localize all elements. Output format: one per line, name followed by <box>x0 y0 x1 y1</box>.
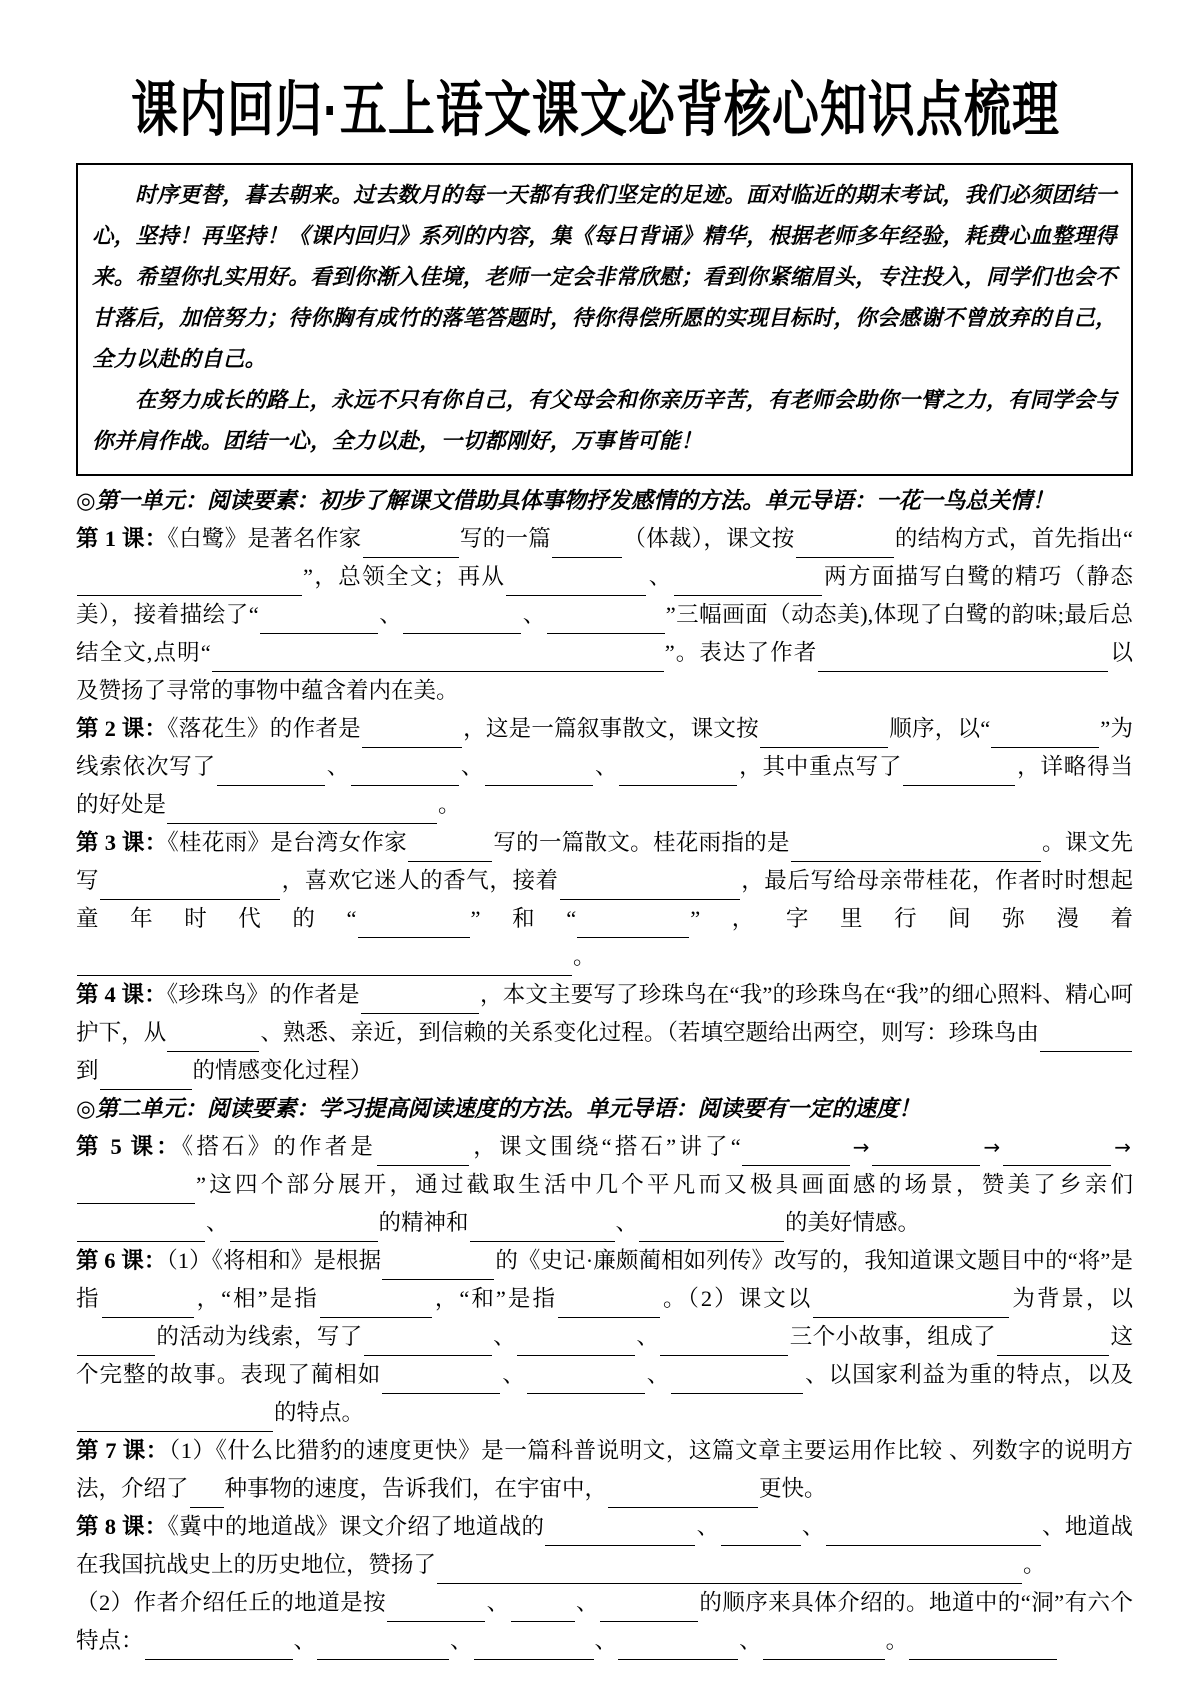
lesson-text: 顺序，以“ <box>888 716 991 741</box>
lesson-text: 、 <box>492 1324 517 1349</box>
answer-blank[interactable] <box>77 571 302 596</box>
lesson-text: （1）《什么比猎豹的速度更快》是一篇科普说明文，这篇文章主要运用作比较 、列数字的说明方法，介绍了 <box>76 1438 1133 1501</box>
lesson-text: 这个完整的故事。表现了蔺相如 <box>76 1324 1133 1387</box>
lesson-text: 《落花生》的作者是 <box>167 716 361 741</box>
lesson-text: 、 <box>739 1628 762 1653</box>
answer-blank[interactable] <box>167 799 437 824</box>
answer-blank[interactable] <box>230 1217 378 1242</box>
answer-blank[interactable] <box>511 1597 575 1622</box>
lesson-label: 第 8 课： <box>76 1514 168 1539</box>
answer-blank[interactable] <box>608 1483 758 1508</box>
answer-blank[interactable] <box>1003 1141 1111 1166</box>
answer-blank[interactable] <box>660 1331 788 1356</box>
answer-blank[interactable] <box>260 609 378 634</box>
lesson-item <box>76 520 1133 710</box>
answer-blank[interactable] <box>903 761 1015 786</box>
lesson-text: 、 <box>486 1590 510 1615</box>
lesson-label: 第 4 课： <box>76 982 167 1007</box>
lesson-text: 、 <box>615 1210 639 1235</box>
answer-blank[interactable] <box>77 1179 195 1204</box>
answer-blank[interactable] <box>190 1483 224 1508</box>
lesson-text: 的精神和 <box>378 1210 469 1235</box>
answer-blank[interactable] <box>527 1369 645 1394</box>
lesson-text: 、地道战在我国抗战史上的历史地位，赞扬了 <box>76 1514 1133 1577</box>
answer-blank[interactable] <box>560 875 740 900</box>
answer-blank[interactable] <box>100 875 280 900</box>
lesson-text: ”这四个部分展开，通过截取生活中几个平凡而又极具画面感的场景，赞美了乡亲们 <box>196 1172 1133 1197</box>
lesson-label: 第 2 课： <box>76 716 168 741</box>
answer-blank[interactable] <box>826 1521 1041 1546</box>
lesson-text: 、以国家利益为重的特点，以及 <box>804 1362 1133 1387</box>
answer-blank[interactable] <box>403 609 521 634</box>
lesson-text: 。 <box>438 792 461 817</box>
answer-blank[interactable] <box>997 1331 1109 1356</box>
answer-blank[interactable] <box>320 1293 432 1318</box>
lesson-text: 的结构方式，首先指出“ <box>894 526 1133 551</box>
answer-blank[interactable] <box>577 913 689 938</box>
unit-heading-2 <box>76 1090 1133 1128</box>
lesson-text: 两方面描写白鹭的精巧（静态美），接着描绘了“ <box>76 564 1133 627</box>
answer-blank[interactable] <box>351 761 459 786</box>
lesson-text: 、 <box>636 1324 660 1349</box>
intro-paragraph-1: 时序更替，暮去朝来。过去数月的每一天都有我们坚定的足迹。面对临近的期末考试，我们必须团结一心，坚持！再坚持！《课内回归》系列的内容，集《每日背诵》精华，根据老师多年经验，耗费心血整理得来。希望你扎实用好。看到你渐入佳境，老师一定会非常欣慰；看到你紧缩眉头，专注投入，同学们也会不甘落后，加倍努力；待你胸有成竹的落笔答题时，待你得偿所愿的实现目标时，你会感谢不曾放弃的自己，全力以赴的自己。 <box>92 183 1117 371</box>
lesson-text: 种事物的速度，告诉我们，在宇宙中， <box>224 1476 608 1501</box>
answer-blank[interactable] <box>364 1331 492 1356</box>
lesson-text: ，喜欢它迷人的香气，接着 <box>281 868 559 893</box>
lesson-text: ”为线索依次写了 <box>76 716 1133 779</box>
answer-blank[interactable] <box>619 761 737 786</box>
lesson-text: 、 <box>522 602 546 627</box>
lesson-text: 、熟悉、亲近，到信赖的关系变化过程。（若填空题给出两空，则写：珍珠鸟由 <box>260 1020 1039 1045</box>
lesson-text: 、 <box>696 1514 720 1539</box>
lesson-item <box>76 976 1133 1090</box>
answer-blank[interactable] <box>363 533 459 558</box>
answer-blank[interactable] <box>77 951 572 976</box>
lesson-text: ，课文围绕“搭石”讲了“ <box>470 1134 741 1159</box>
answer-blank[interactable] <box>317 1635 449 1660</box>
lesson-text: 。（2）课文以 <box>661 1286 813 1311</box>
page-title: 课内回归·五上语文课文必背核心知识点梳理 <box>131 75 1060 144</box>
lesson-text: ，这是一篇叙事散文，课文按 <box>462 716 759 741</box>
answer-blank[interactable] <box>796 533 894 558</box>
lesson-text: 的特点。 <box>274 1400 365 1425</box>
lesson-text: 的顺序来具体介绍的。地道中的“洞”有六个特点： <box>76 1590 1133 1653</box>
answer-blank[interactable] <box>408 837 492 862</box>
lesson-text: 、 <box>801 1514 825 1539</box>
lesson-text: 、 <box>293 1628 317 1653</box>
answer-blank[interactable] <box>100 1065 192 1090</box>
unit-marker-1: ◎ <box>76 488 96 513</box>
lesson-text: ”和“ <box>470 906 577 931</box>
answer-blank[interactable] <box>382 1255 494 1280</box>
lesson-text: 到 <box>76 1058 99 1083</box>
lesson-text: 《珍珠鸟》的作者是 <box>166 982 360 1007</box>
lesson-text: 《冀中的地道战》课文介绍了地道战的 <box>167 1514 545 1539</box>
lesson-text: ”，总领全文；再从 <box>303 564 506 589</box>
lesson-text: 、 <box>325 754 351 779</box>
lesson-text: 为背景，以 <box>1010 1286 1133 1311</box>
lesson-text: 。 <box>1023 1552 1046 1577</box>
lesson-text: 写的一篇 <box>459 526 552 551</box>
lesson-item <box>76 1508 1133 1584</box>
worksheet-body <box>76 482 1133 1660</box>
lesson-text: 。 <box>885 1628 909 1653</box>
lesson-text: 的情感变化过程） <box>192 1058 373 1083</box>
lesson-text: ”三幅画面（动态美),体现了白鹭的韵味;最后总结全文,点明“ <box>76 602 1133 665</box>
lesson-text: ，“相”是指 <box>194 1286 319 1311</box>
lesson-text: 《白鹭》是著名作家 <box>167 526 362 551</box>
lesson-text: 的美好情感。 <box>785 1210 921 1235</box>
lesson-label: 第 3 课： <box>76 830 168 855</box>
answer-blank[interactable] <box>618 1635 738 1660</box>
answer-blank[interactable] <box>991 723 1099 748</box>
lesson-text: （体裁），课文按 <box>623 526 795 551</box>
lesson-label: 第 7 课： <box>76 1438 169 1463</box>
answer-blank[interactable] <box>791 837 1041 862</box>
answer-blank[interactable] <box>77 1331 155 1356</box>
lesson-text: 、 <box>594 754 619 779</box>
lesson-text: ，最后写给母亲带桂花，作者时时想起童年时代的“ <box>76 868 1133 931</box>
answer-blank[interactable] <box>212 647 664 672</box>
answer-blank[interactable] <box>763 1635 885 1660</box>
answer-blank[interactable] <box>145 1635 293 1660</box>
answer-blank[interactable] <box>387 1597 485 1622</box>
answer-blank[interactable] <box>552 533 622 558</box>
arrow-icon: → <box>1114 1135 1131 1159</box>
answer-blank[interactable] <box>474 1635 594 1660</box>
lesson-text: ，“和”是指 <box>432 1286 558 1311</box>
answer-blank[interactable] <box>671 1369 803 1394</box>
lesson-text: 以及赞扬了寻常的事物中蕴含着内在美。 <box>76 640 1133 703</box>
lesson-text: ”，字里行间弥漫着 <box>690 906 1133 931</box>
answer-blank[interactable] <box>361 989 479 1014</box>
answer-blank[interactable] <box>485 761 593 786</box>
lesson-text: （2）作者介绍任丘的地道是按 <box>76 1590 387 1615</box>
lesson-item <box>76 1128 1133 1242</box>
answer-blank[interactable] <box>547 609 665 634</box>
lesson-text: 。 <box>573 944 596 969</box>
lesson-text: 写的一篇散文。桂花雨指的是 <box>493 830 790 855</box>
lesson-text: 、 <box>647 564 673 589</box>
answer-blank[interactable] <box>217 761 325 786</box>
answer-blank[interactable] <box>382 1369 500 1394</box>
answer-blank[interactable] <box>1040 1027 1132 1052</box>
lesson-text: ”。表达了作者 <box>664 640 818 665</box>
lesson-text: （1）《将相和》是根据 <box>166 1248 382 1273</box>
lesson-text: ，本文主要写了珍珠鸟在“我”的珍珠鸟在“我”的细心照料、精心呵护下，从 <box>76 982 1133 1045</box>
answer-blank[interactable] <box>167 1027 259 1052</box>
answer-blank[interactable] <box>517 1331 635 1356</box>
unit-heading-text-1: 第一单元：阅读要素：初步了解课文借助具体事物抒发感情的方法。单元导语：一花一鸟总关情！ <box>95 488 1055 513</box>
answer-blank[interactable] <box>742 1141 850 1166</box>
lesson-text: ，其中重点写了 <box>738 754 903 779</box>
lesson-item <box>76 1242 1133 1432</box>
lesson-text: 《桂花雨》是台湾女作家 <box>167 830 408 855</box>
lesson-text: 、 <box>460 754 485 779</box>
lesson-item <box>76 824 1133 976</box>
lesson-label: 第 1 课： <box>76 526 168 551</box>
answer-blank[interactable] <box>674 571 822 596</box>
answer-blank[interactable] <box>377 1141 469 1166</box>
intro-paragraph-2: 在努力成长的路上，永远不只有你自己，有父母会和你亲历辛苦，有老师会助你一臂之力，有同学会与你并肩作战。团结一心，全力以赴，一切都刚好，万事皆可能！ <box>92 388 1117 453</box>
lesson-text: 。课文先写 <box>76 830 1133 893</box>
answer-blank[interactable] <box>77 1407 273 1432</box>
lesson-label: 第 5 课： <box>76 1134 182 1159</box>
answer-blank[interactable] <box>818 647 1108 672</box>
answer-blank[interactable] <box>872 1141 980 1166</box>
answer-blank[interactable] <box>545 1521 695 1546</box>
answer-blank[interactable] <box>558 1293 660 1318</box>
lesson-text: ，详略得当的好处是 <box>76 754 1133 817</box>
answer-blank[interactable] <box>102 1293 194 1318</box>
answer-blank[interactable] <box>362 723 462 748</box>
lesson-item <box>76 710 1133 824</box>
lesson-text: 、 <box>206 1210 229 1235</box>
lesson-item <box>76 1432 1133 1508</box>
intro-box <box>76 163 1133 476</box>
lesson-text: 的活动为线索，写了 <box>156 1324 363 1349</box>
lesson-label: 第 6 课： <box>76 1248 167 1273</box>
lesson-text: 、 <box>575 1590 599 1615</box>
answer-blank[interactable] <box>358 913 470 938</box>
lesson-text: 更快。 <box>759 1476 827 1501</box>
lesson-text: 、 <box>501 1362 526 1387</box>
answer-blank[interactable] <box>909 1635 1057 1660</box>
lesson-item <box>76 1584 1133 1660</box>
answer-blank[interactable] <box>760 723 888 748</box>
lesson-text: 、 <box>645 1362 671 1387</box>
answer-blank[interactable] <box>639 1217 784 1242</box>
arrow-icon: → <box>852 1135 870 1159</box>
lesson-text: 三个小故事，组成了 <box>789 1324 997 1349</box>
answer-blank[interactable] <box>437 1559 1022 1584</box>
answer-blank[interactable] <box>813 1293 1009 1318</box>
lesson-text: 、 <box>378 602 403 627</box>
lesson-text: 的《史记·廉颇蔺相如列传》改写的，我知道课文题目中的“将”是指 <box>76 1248 1133 1311</box>
lesson-text: 、 <box>594 1628 618 1653</box>
lesson-text: 、 <box>450 1628 473 1653</box>
unit-heading-1 <box>76 482 1133 520</box>
answer-blank[interactable] <box>721 1521 801 1546</box>
answer-blank[interactable] <box>506 571 646 596</box>
answer-blank[interactable] <box>470 1217 615 1242</box>
lesson-text: 《搭石》的作者是 <box>181 1134 377 1159</box>
answer-blank[interactable] <box>77 1217 205 1242</box>
unit-heading-text-2: 第二单元：阅读要素：学习提高阅读速度的方法。单元导语：阅读要有一定的速度！ <box>95 1096 921 1121</box>
answer-blank[interactable] <box>600 1597 698 1622</box>
unit-marker-2: ◎ <box>76 1096 96 1121</box>
arrow-icon: → <box>983 1135 1001 1159</box>
